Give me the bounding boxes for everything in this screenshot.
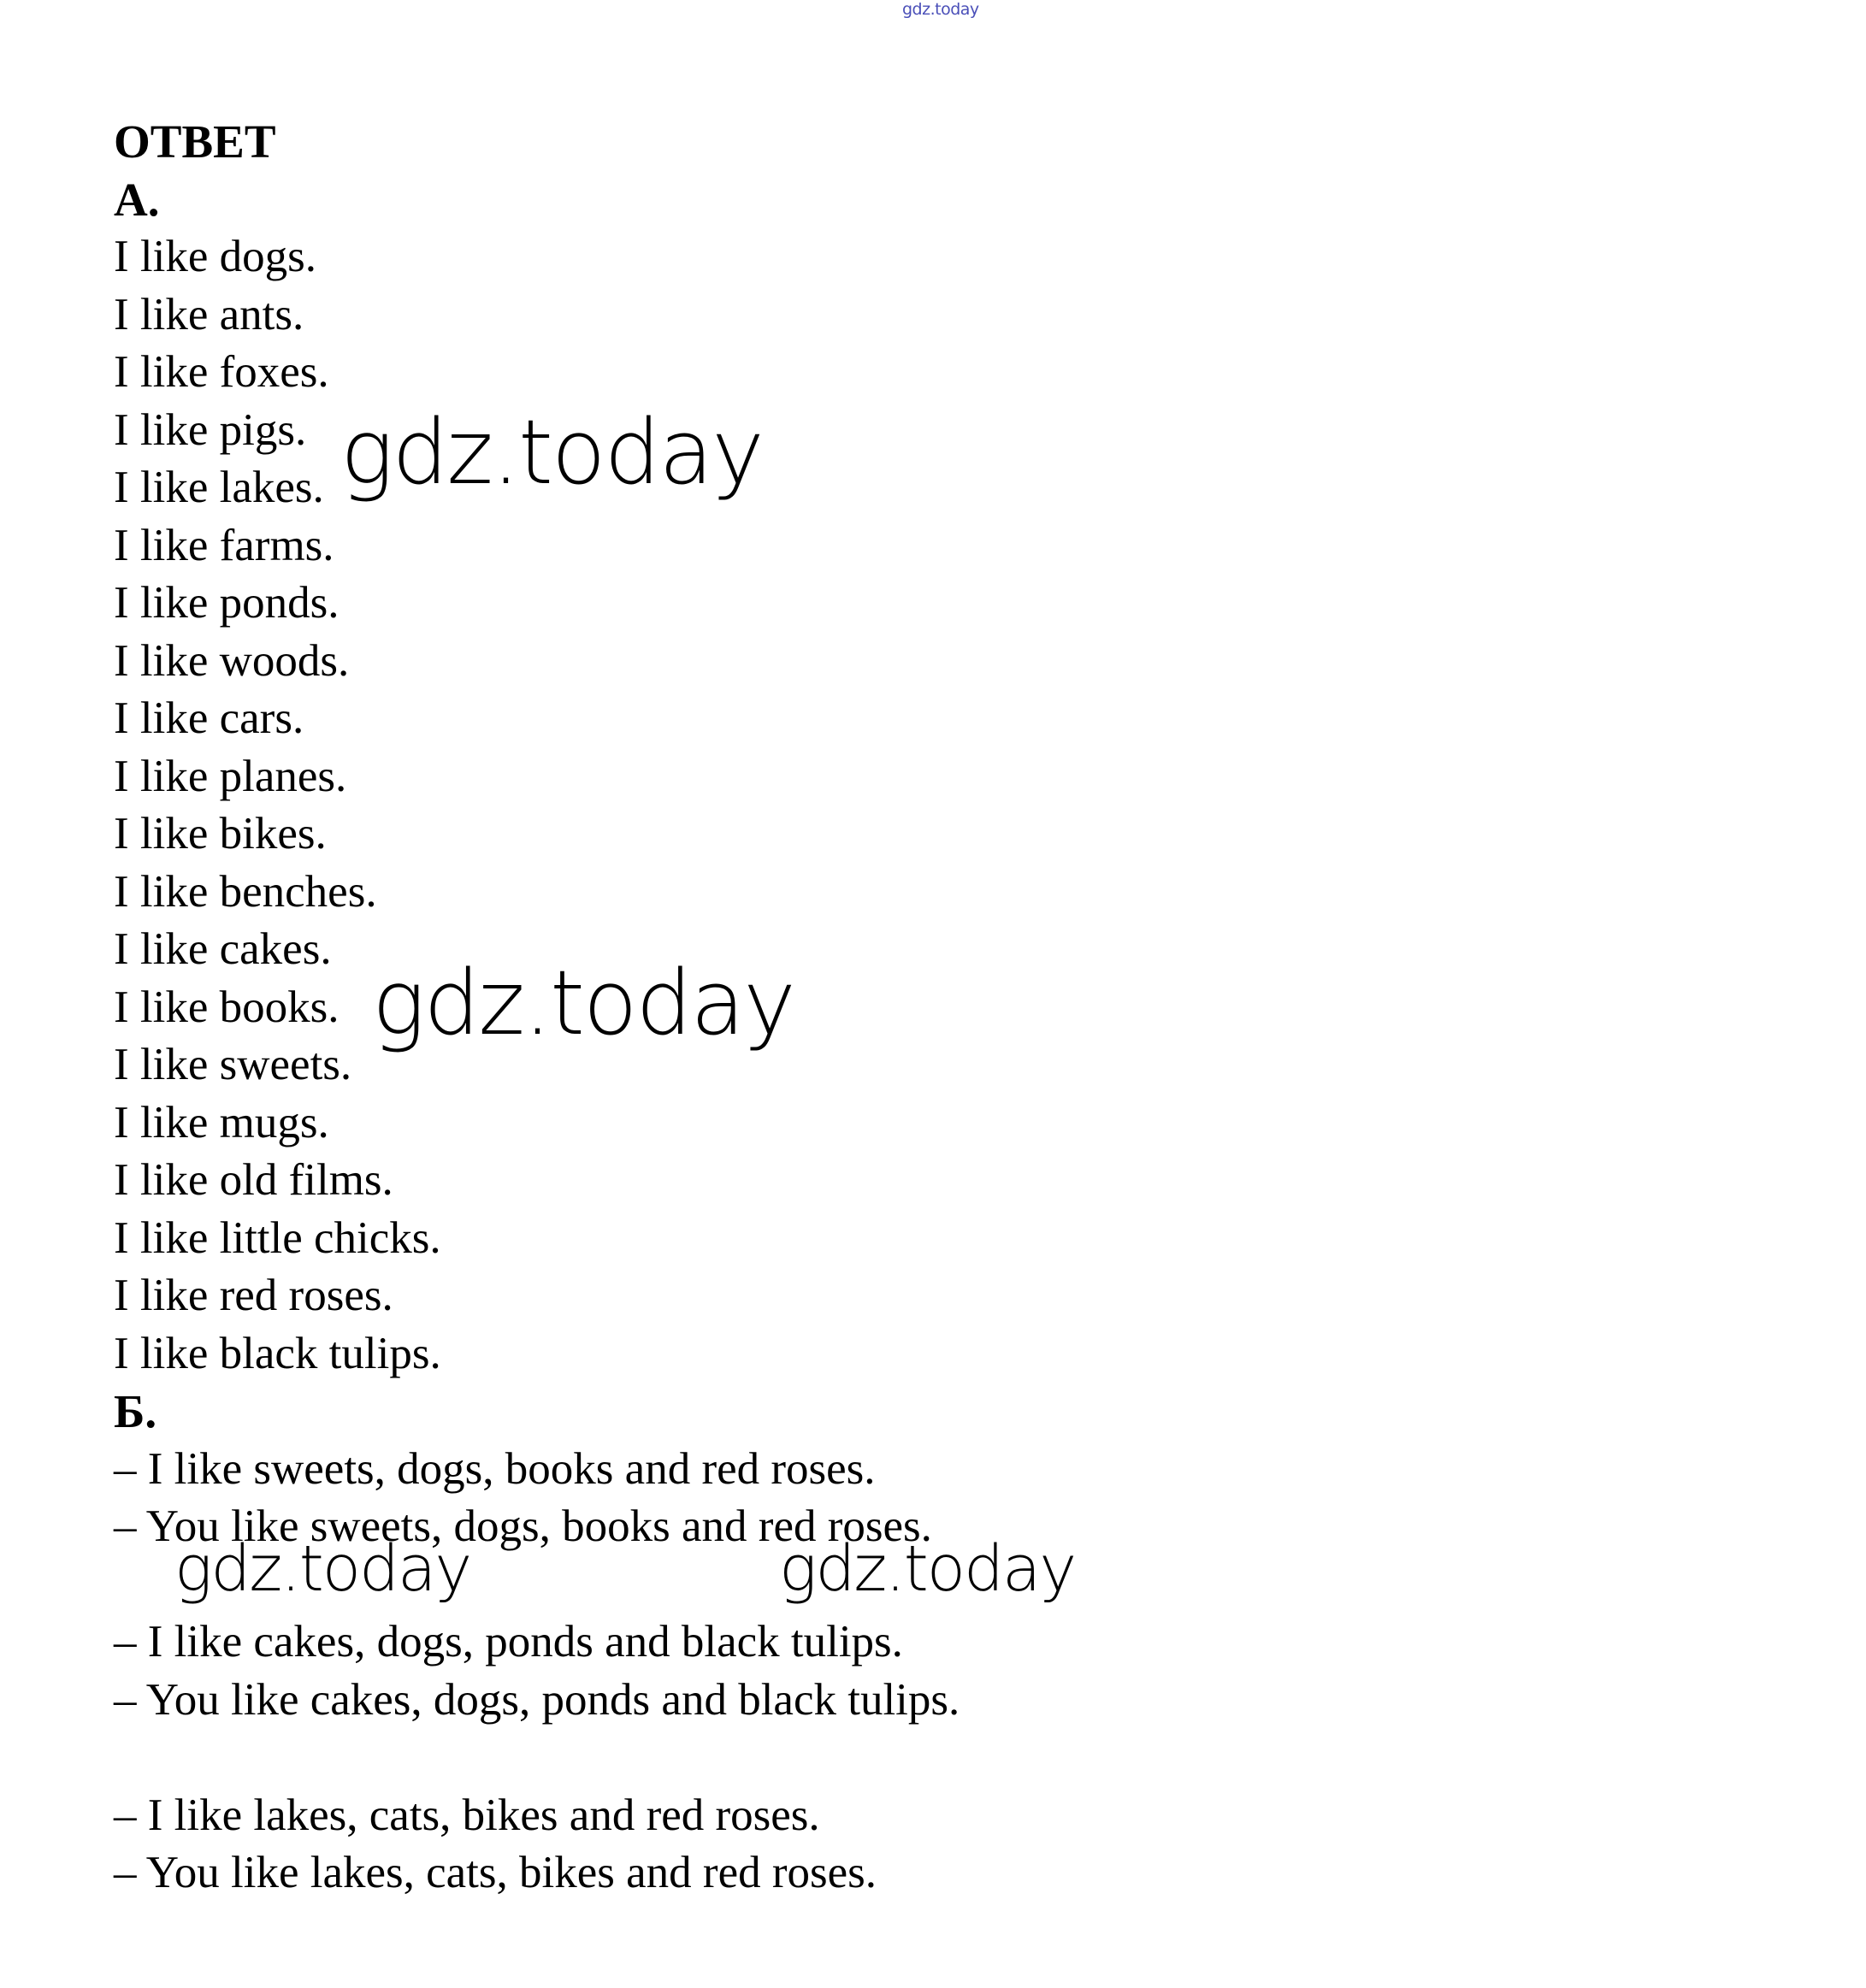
sentence-line: I like mugs. [114, 1097, 329, 1147]
dialog-group [114, 1613, 1739, 1729]
sentence-line: I like foxes. [114, 347, 329, 397]
sentence-line: I like farms. [114, 520, 334, 570]
sentence-line: I like old films. [114, 1155, 393, 1205]
sentence-line: I like bikes. [114, 809, 327, 858]
dialog-line: – I like lakes, cats, bikes and red roses. [114, 1790, 820, 1840]
sentence-line: I like cakes. [114, 924, 332, 974]
section-a-label: А. [114, 173, 160, 226]
sentence-line: I like woods. [114, 635, 350, 686]
answer-heading: ОТВЕТ [114, 115, 276, 168]
sentence-line: I like little chicks. [114, 1212, 441, 1263]
sentence-line: I like books. [114, 982, 340, 1032]
dialog-line: – I like sweets, dogs, books and red roses. [114, 1443, 876, 1494]
sentence-line: I like ants. [114, 289, 304, 339]
dialog-line: – You like lakes, cats, bikes and red roses. [114, 1848, 877, 1897]
dialog-spacer [114, 1556, 1739, 1614]
dialog-group [114, 1441, 1739, 1556]
watermark: gdz.today [174, 1532, 471, 1606]
sentence-line: I like pigs. [114, 404, 307, 455]
dialog-group [114, 1787, 1739, 1902]
section-b-label: Б. [114, 1385, 157, 1437]
sentence-line: I like sweets. [114, 1040, 352, 1089]
sentence-line: I like red roses. [114, 1271, 393, 1320]
sentence-line: I like black tulips. [114, 1328, 441, 1378]
sentence-line: I like ponds. [114, 578, 340, 628]
sentence-line: I like benches. [114, 866, 377, 917]
answer-document [114, 113, 1739, 1902]
dialog-line: – I like cakes, dogs, ponds and black tulips. [114, 1617, 903, 1666]
dialog-line: – You like sweets, dogs, books and red roses. [114, 1501, 932, 1551]
watermark: gdz.today [779, 1532, 1076, 1606]
sentence-line: I like cars. [114, 693, 304, 743]
watermark: gdz.today [340, 400, 763, 504]
watermark: gdz.today [372, 951, 794, 1055]
dialog-line: – You like cakes, dogs, ponds and black tulips. [114, 1674, 960, 1725]
section-a-list [114, 228, 1739, 1383]
section-b-dialogs [114, 1441, 1739, 1902]
dialog-spacer [114, 1729, 1739, 1787]
top-watermark: gdz.today [902, 0, 979, 19]
sentence-line: I like lakes. [114, 463, 324, 512]
sentence-line: I like dogs. [114, 232, 316, 281]
sentence-line: I like planes. [114, 751, 347, 801]
